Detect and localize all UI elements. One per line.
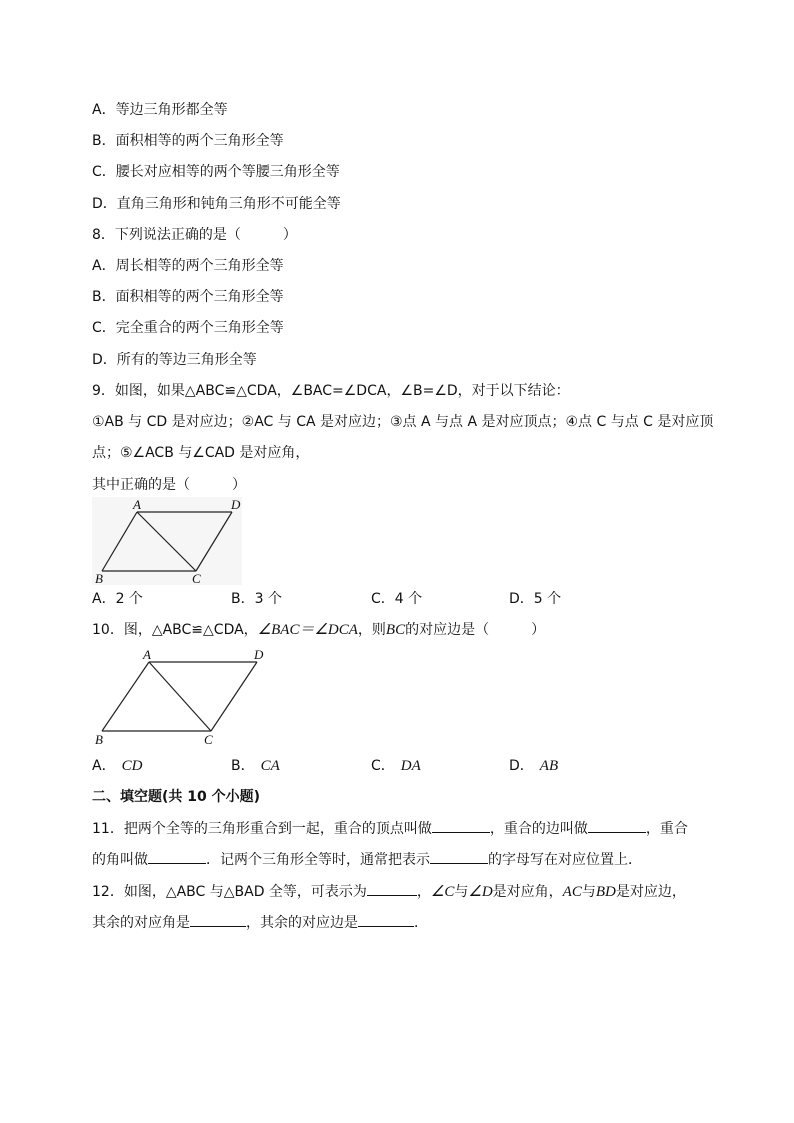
q10-prefix: 10．图，△ABC≌△CDA， [92, 622, 258, 638]
q9-statements-line1: ①AB 与 CD 是对应边；②AC 与 CA 是对应边；③点 A 与点 A 是对应顶点；④点 C 与点 C 是对应顶 [92, 414, 714, 430]
q10-option-b: B． CA [231, 758, 280, 774]
q9-label-a: A [133, 497, 141, 512]
q9-label-c: C [192, 571, 201, 585]
q10-parallelogram-figure [92, 645, 272, 748]
q10-option-d: D． AB [509, 758, 559, 774]
q9-option-b: B．3 个 [231, 591, 282, 607]
q8-option-a: A．周长相等的两个三角形全等 [92, 258, 284, 274]
q10-middle: ，则 [357, 622, 386, 638]
q10-diagonal-ac [149, 662, 211, 731]
q12-blank-2[interactable] [190, 912, 246, 927]
q10-side-ab [102, 662, 149, 731]
q12-blank-1[interactable] [367, 881, 417, 896]
q11-line2: 的角叫做 ．记两个三角形全等时，通常把表示 的字母写在对应位置上． [92, 849, 642, 870]
q9-prompt: 其中正确的是（ ） [92, 477, 246, 493]
q10-suffix: 的对应边是（ ） [405, 622, 546, 638]
q11-blank-1[interactable] [432, 818, 490, 833]
q8-stem: 8．下列说法正确的是（ ） [92, 227, 297, 243]
q11-blank-4[interactable] [430, 849, 488, 864]
q7-option-a: A．等边三角形都全等 [92, 102, 228, 118]
q11-line1: 11．把两个全等的三角形重合到一起，重合的顶点叫做 ，重合的边叫做 ，重合 [92, 818, 688, 839]
q10-angle-equation: ∠BAC＝∠DCA [257, 622, 358, 638]
q10-label-b: B [95, 732, 103, 747]
q9-label-d: D [231, 497, 241, 512]
q12-blank-3[interactable] [358, 912, 414, 927]
q7-option-d: D．直角三角形和钝角三角形不可能全等 [92, 196, 341, 212]
q12-line1: 12．如图，△ABC 与△BAD 全等，可表示为 ，∠C与∠D是对应角，AC与BD是对应边， [92, 881, 686, 902]
q9-statements-line2: 点；⑤∠ACB 与∠CAD 是对应角， [92, 445, 310, 461]
q9-option-c: C．4 个 [371, 591, 423, 607]
q10-side-cd [211, 662, 257, 731]
q10-option-a: A． CD [92, 758, 143, 774]
section-heading-fill-in: 二、填空题(共 10 个小题) [92, 789, 261, 805]
q9-parallelogram-figure [92, 497, 242, 585]
q9-stem: 9．如图，如果△ABC≌△CDA，∠BAC=∠DCA，∠B=∠D，对于以下结论： [92, 383, 570, 399]
q10-stem [92, 620, 545, 640]
q8-option-c: C．完全重合的两个三角形全等 [92, 320, 284, 336]
q8-option-b: B．面积相等的两个三角形全等 [92, 289, 284, 305]
q10-label-d: D [254, 647, 264, 662]
q7-option-c: C．腰长对应相等的两个等腰三角形全等 [92, 164, 340, 180]
q11-blank-3[interactable] [148, 849, 206, 864]
q9-label-b: B [95, 571, 103, 585]
q9-figure-background [92, 497, 242, 585]
q12-line2: 其余的对应角是 ，其余的对应边是 ． [92, 912, 428, 933]
q8-option-d: D．所有的等边三角形全等 [92, 352, 257, 368]
q7-option-b: B．面积相等的两个三角形全等 [92, 133, 284, 149]
q9-option-a: A．2 个 [92, 591, 143, 607]
q10-label-a: A [143, 647, 151, 662]
q10-option-c: C． DA [371, 758, 421, 774]
q11-blank-2[interactable] [588, 818, 646, 833]
q9-option-d: D．5 个 [509, 591, 562, 607]
q10-label-c: C [204, 732, 213, 747]
q10-side-bc: BC [385, 622, 406, 638]
